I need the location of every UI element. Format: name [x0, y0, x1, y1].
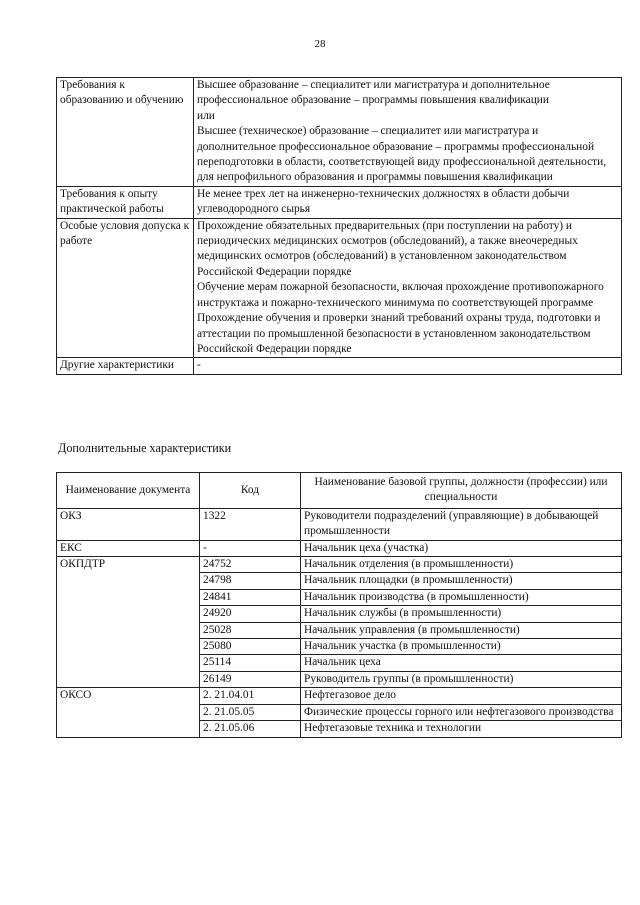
table-row: [57, 557, 622, 573]
header-code: Код: [200, 473, 301, 509]
table-header-row: [57, 473, 622, 509]
code-cell: 26149: [200, 671, 301, 687]
group-name-cell: Нефтегазовое дело: [301, 688, 622, 704]
requirement-paragraph: Высшее (техническое) образование – специалитет или магистратура и дополнительное профессиональное образование – программы профессиональной переподготовки в области, соответствующей виду профессиональной деятельности, для непрофильного образования и программы повышения квалификации: [197, 125, 607, 184]
requirement-row: [57, 358, 622, 374]
document-name-cell: ОКПДТР: [57, 557, 200, 688]
requirement-label: Требования к опыту практической работы: [57, 186, 194, 218]
group-name-cell: Начальник цеха: [301, 655, 622, 671]
requirement-row: [57, 78, 622, 187]
requirement-paragraph: или: [197, 109, 215, 122]
section-heading: Дополнительные характеристики: [58, 441, 232, 455]
code-cell: 24752: [200, 557, 301, 573]
document-name-cell: ЕКС: [57, 540, 200, 556]
requirement-paragraph: -: [197, 359, 201, 372]
code-cell: 2. 21.04.01: [200, 688, 301, 704]
page-number: 28: [314, 38, 326, 50]
code-cell: 24920: [200, 606, 301, 622]
requirement-paragraph: Обучение мерам пожарной безопасности, включая прохождение противопожарного инструктажа и пожарно-технического минимума по соответствующей программе: [197, 281, 604, 309]
requirements-table: [56, 77, 622, 375]
group-name-cell: Нефтегазовые техника и технологии: [301, 721, 622, 737]
group-name-cell: Начальник цеха (участка): [301, 540, 622, 556]
document-name-cell: ОКЗ: [57, 508, 200, 540]
requirement-row: [57, 218, 622, 358]
table-row: [57, 688, 622, 704]
code-cell: 24798: [200, 573, 301, 589]
group-name-cell: Физические процессы горного или нефтегазового производства: [301, 704, 622, 720]
group-name-cell: Начальник площадки (в промышленности): [301, 573, 622, 589]
group-name-cell: Начальник службы (в промышленности): [301, 606, 622, 622]
group-name-cell: Начальник управления (в промышленности): [301, 622, 622, 638]
header-group-name: Наименование базовой группы, должности (профессии) или специальности: [301, 473, 622, 509]
requirement-value: [194, 218, 622, 358]
code-cell: 25028: [200, 622, 301, 638]
requirement-value: [194, 358, 622, 374]
group-name-cell: Руководитель группы (в промышленности): [301, 671, 622, 687]
requirement-row: [57, 186, 622, 218]
group-name-cell: Начальник производства (в промышленности): [301, 589, 622, 605]
group-name-cell: Начальник участка (в промышленности): [301, 639, 622, 655]
code-cell: -: [200, 540, 301, 556]
requirement-paragraph: Не менее трех лет на инженерно-технических должностях в области добычи углеводородного сырья: [197, 187, 570, 216]
requirement-label: Требования к образованию и обучению: [57, 78, 194, 187]
additional-characteristics-table: [56, 472, 622, 738]
requirement-paragraph: Прохождение обязательных предварительных (при поступлении на работу) и периодических медицинских осмотров (обследований), а также внеочередных медицинских осмотров (обследований) в установленном законодательством Российской Федерации порядке: [197, 219, 578, 278]
code-cell: 25114: [200, 655, 301, 671]
table-row: [57, 540, 622, 556]
code-cell: 1322: [200, 508, 301, 540]
code-cell: 2. 21.05.06: [200, 721, 301, 737]
requirement-label: Другие характеристики: [57, 358, 194, 374]
group-name-cell: Начальник отделения (в промышленности): [301, 557, 622, 573]
table-row: [57, 508, 622, 540]
requirement-value: [194, 186, 622, 218]
requirement-value: [194, 78, 622, 187]
document-name-cell: ОКСО: [57, 688, 200, 737]
requirement-label: Особые условия допуска к работе: [57, 218, 194, 358]
header-document-name: Наименование документа: [57, 473, 200, 509]
code-cell: 24841: [200, 589, 301, 605]
group-name-cell: Руководители подразделений (управляющие) в добывающей промышленности: [301, 508, 622, 540]
code-cell: 2. 21.05.05: [200, 704, 301, 720]
code-cell: 25080: [200, 639, 301, 655]
requirement-paragraph: Высшее образование – специалитет или магистратура и дополнительное профессиональное образование – программы повышения квалификации: [197, 79, 550, 107]
requirement-paragraph: Прохождение обучения и проверки знаний требований охраны труда, подготовки и аттестации по промышленной безопасности в установленном законодательством Российской Федерации порядке: [197, 312, 601, 355]
